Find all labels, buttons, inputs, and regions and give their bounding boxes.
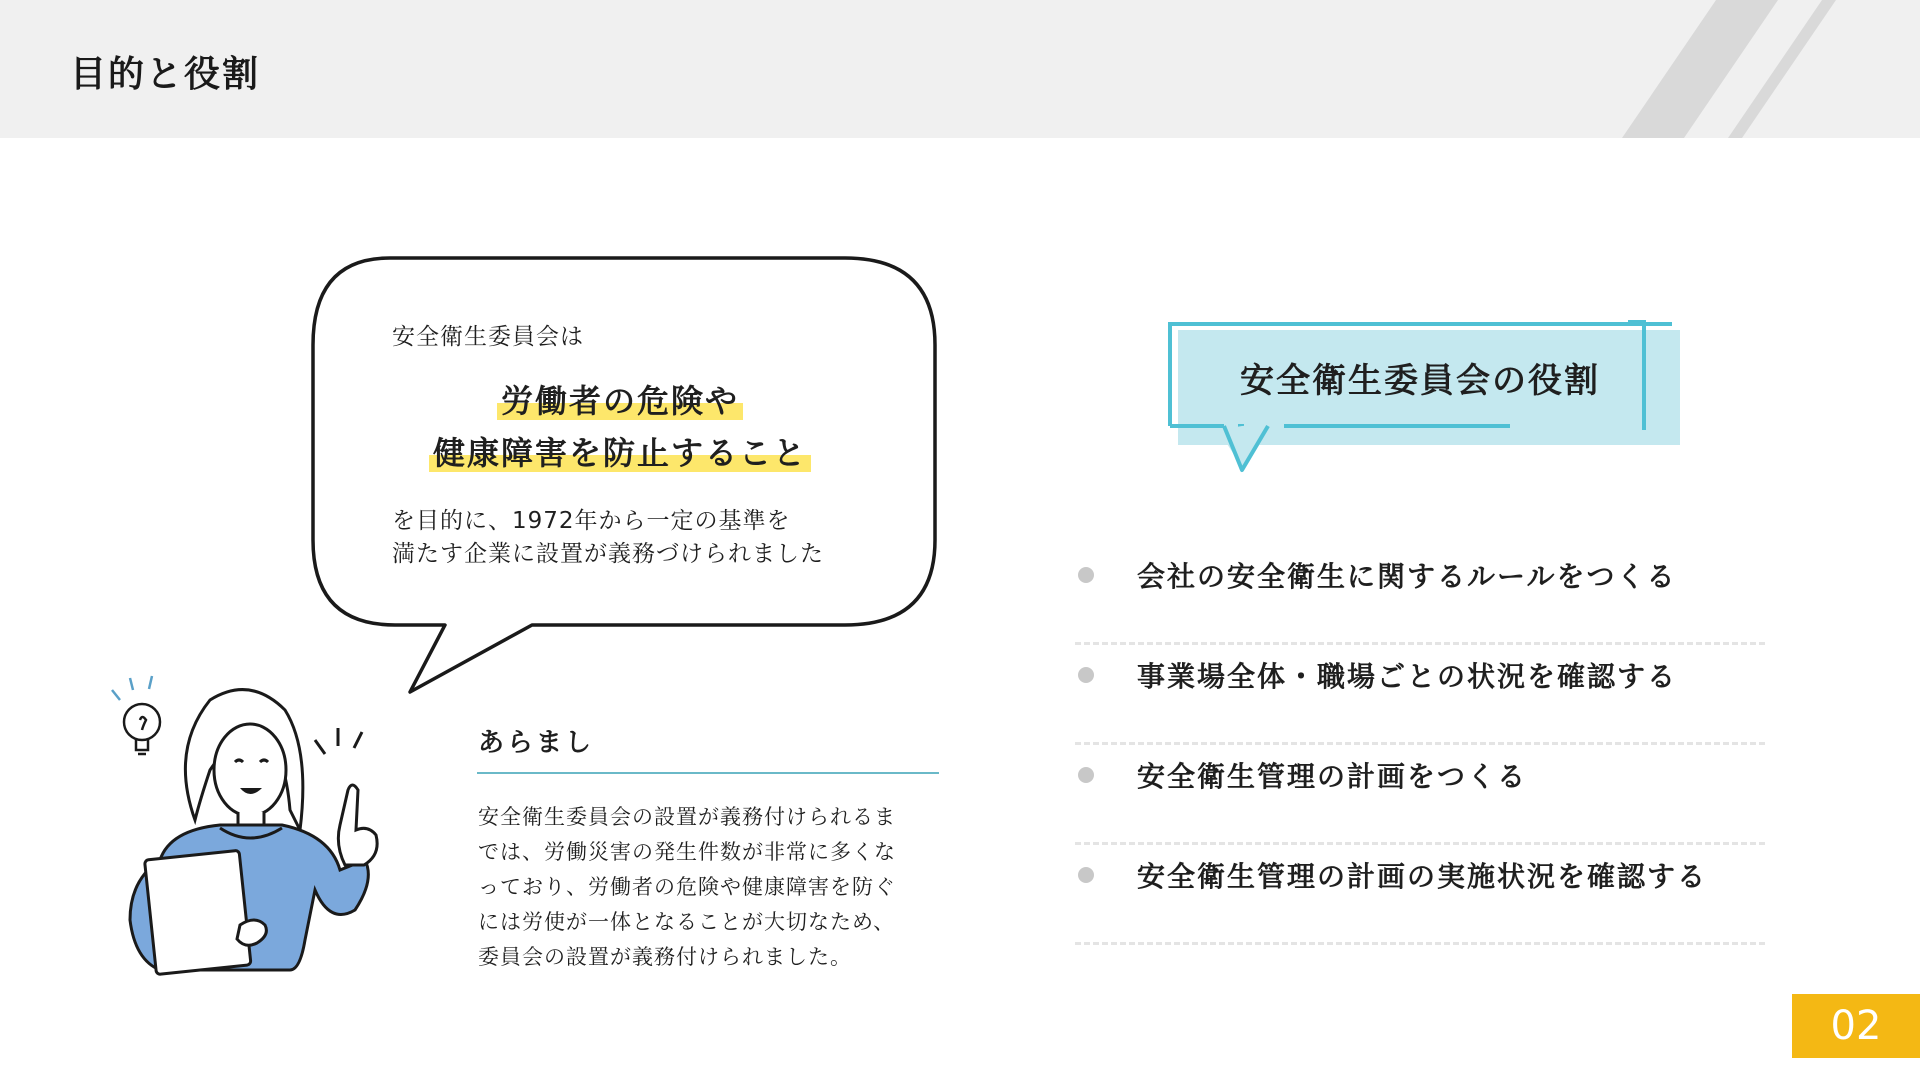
role-item-text: 事業場全体・職場ごとの状況を確認する [1137,660,1678,693]
summary-line-1: 安全衛生委員会の設置が義務付けられるま [478,805,896,829]
role-item-text: 会社の安全衛生に関するルールをつくる [1137,560,1677,593]
page-title: 目的と役割 [70,54,261,95]
bullet-icon [1078,867,1094,883]
list-item [1075,645,1765,745]
list-item [1075,545,1765,645]
role-item-text: 安全衛生管理の計画をつくる [1137,760,1528,793]
page-number-badge: 02 [1792,994,1920,1058]
list-item [1075,845,1765,945]
role-heading: 安全衛生委員会の役割 [1240,361,1600,401]
bullet-icon [1078,567,1094,583]
summary-line-2: では、労働災害の発生件数が非常に多くな [478,840,896,864]
highlight-line-2: 健康障害を防止すること [429,434,811,472]
summary-line-3: っており、労働者の危険や健康障害を防ぐ [478,875,896,899]
summary-body [478,800,948,975]
summary-line-4: には労使が一体となることが大切なため、 [478,910,896,934]
summary-divider [477,772,939,774]
header-bar [0,0,1920,138]
list-item [1075,745,1765,845]
header-stripe-decoration [1600,0,1920,138]
bubble-foot-text [392,505,824,571]
summary-title: あらまし [478,728,595,758]
summary-line-5: 委員会の設置が義務付けられました。 [478,945,852,969]
bullet-icon [1078,667,1094,683]
bubble-lead-text: 安全衛生委員会は [392,324,584,350]
role-list [1075,545,1765,945]
bubble-foot-line-2: 満たす企業に設置が義務づけられました [392,541,824,567]
role-item-text: 安全衛生管理の計画の実施状況を確認する [1137,860,1708,893]
highlight-line-1: 労働者の危険や [497,382,743,420]
lightbulb-icon [112,676,160,754]
bubble-highlight [310,375,930,479]
bubble-foot-line-1: を目的に、1972年から一定の基準を [392,508,791,534]
woman-pointing-illustration [100,670,400,980]
bullet-icon [1078,767,1094,783]
